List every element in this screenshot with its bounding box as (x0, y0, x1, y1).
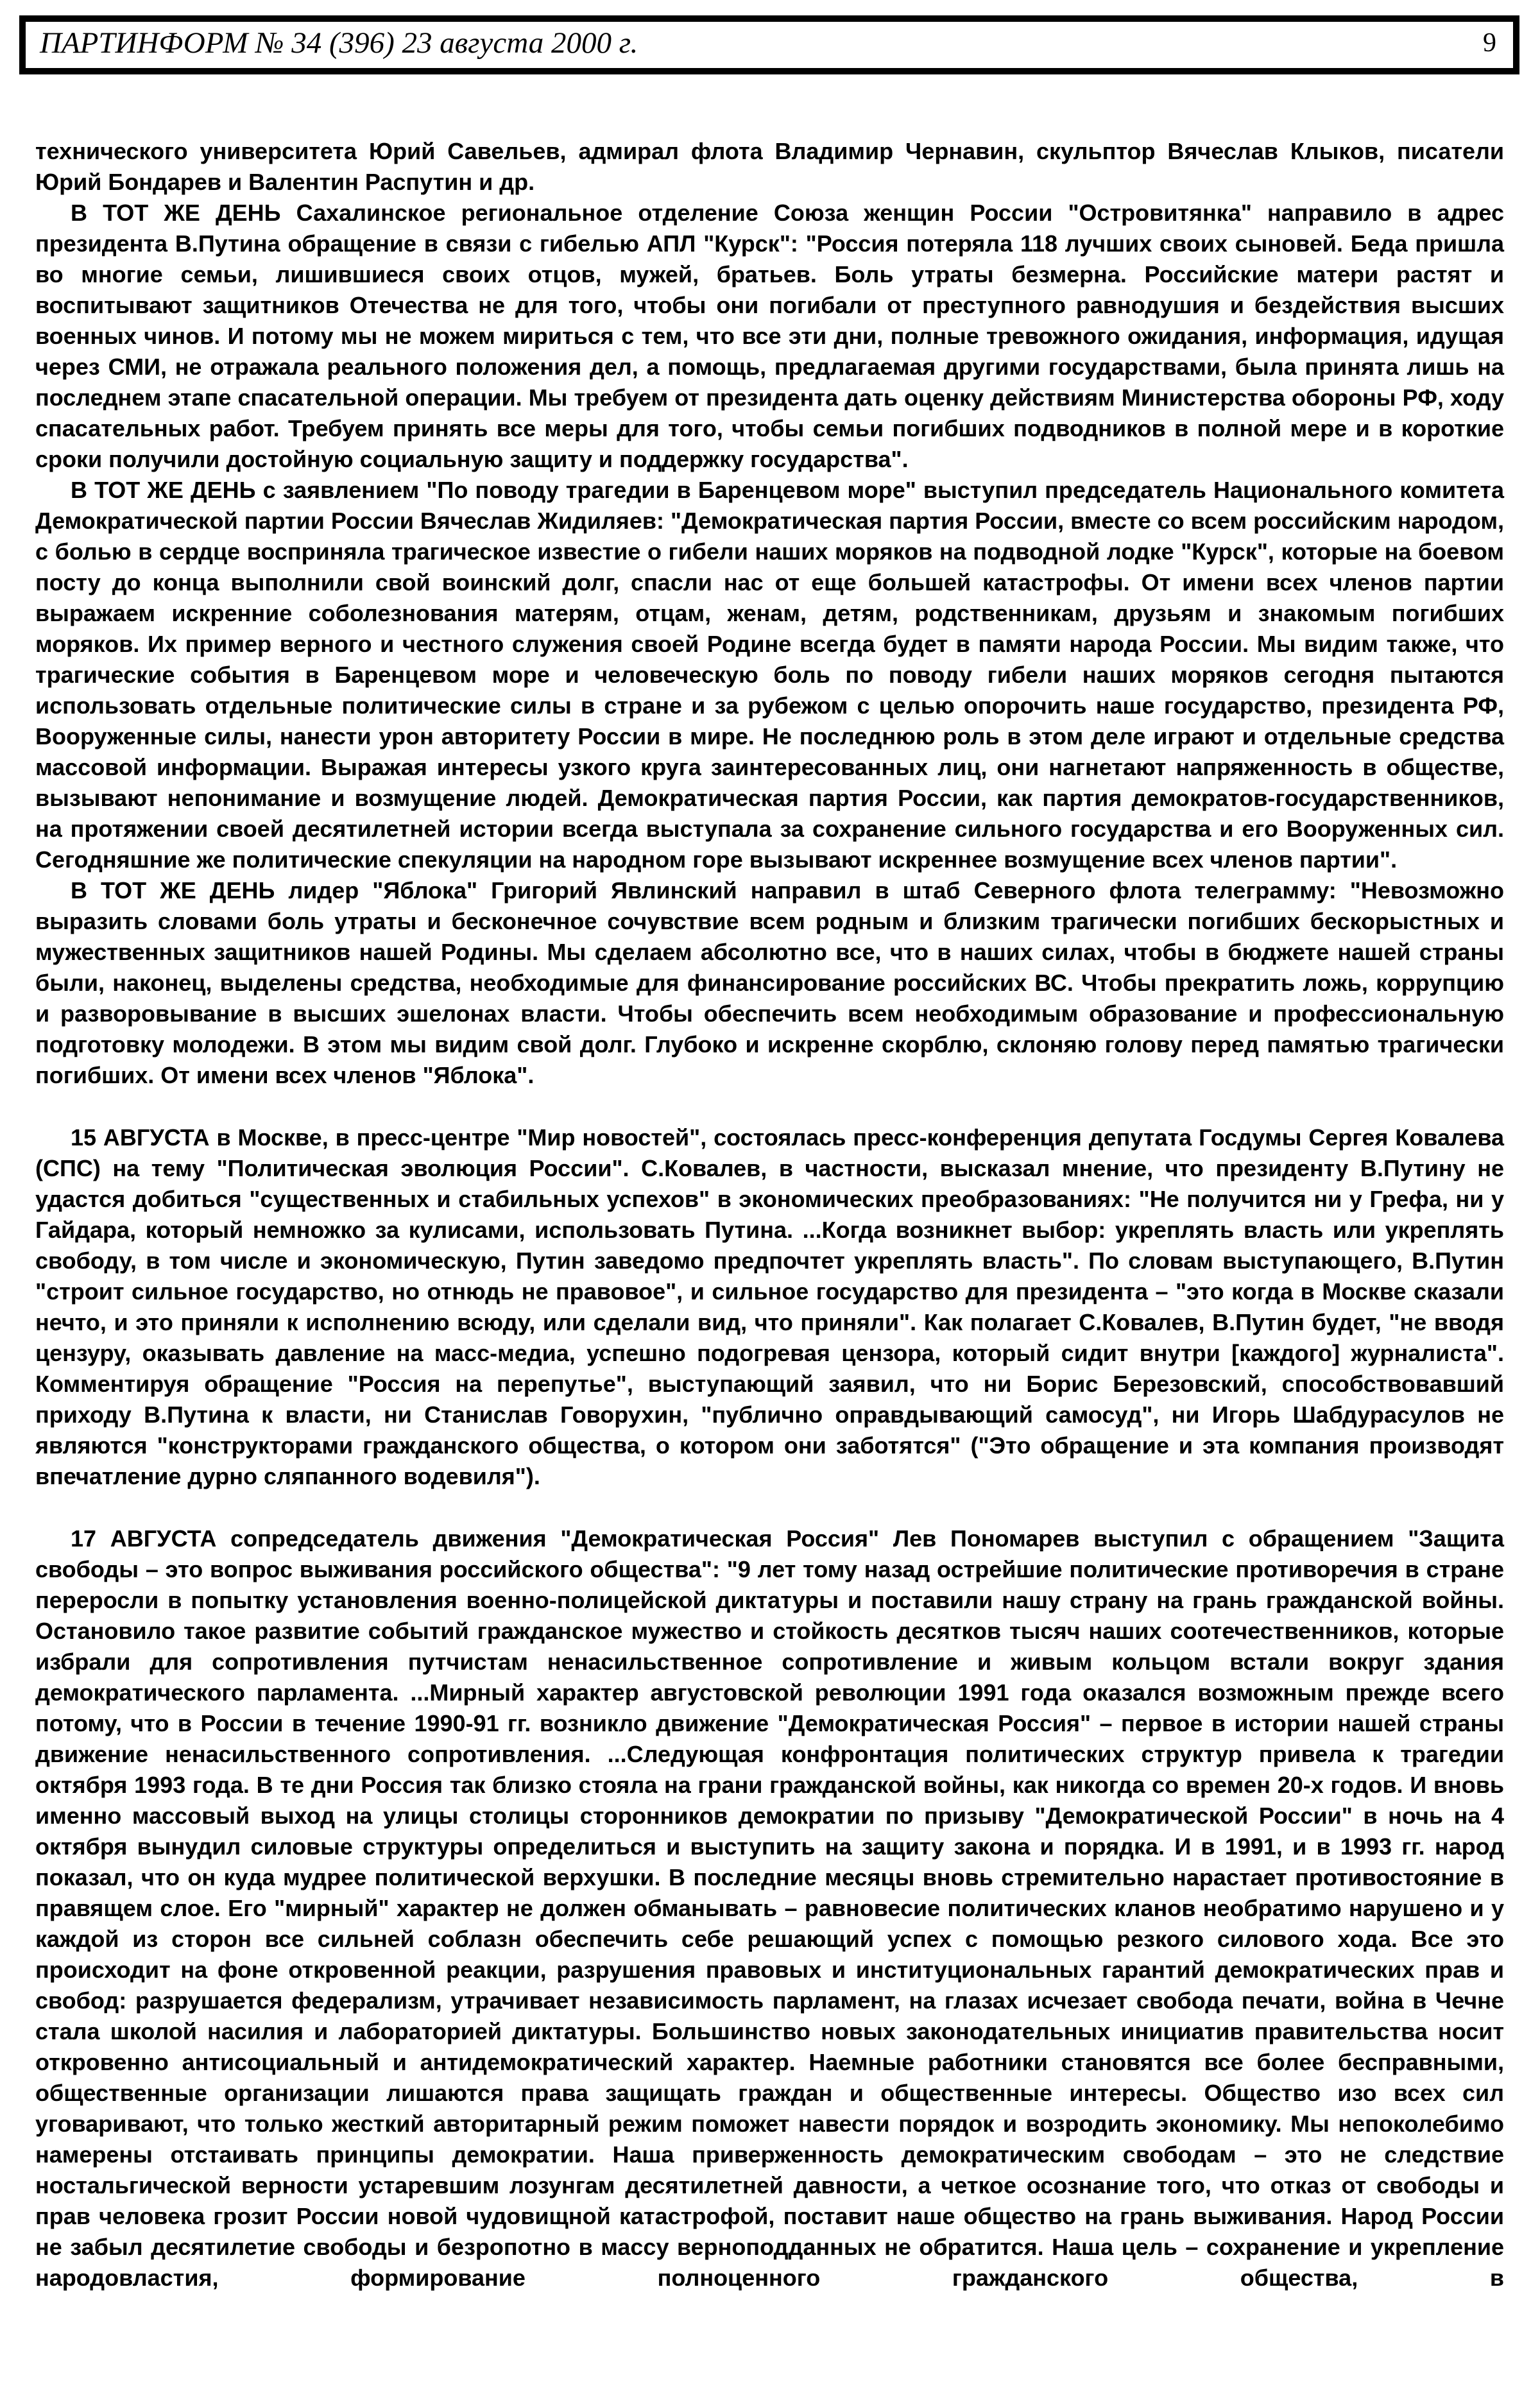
page-header (19, 15, 1519, 74)
paragraph-lead: 17 АВГУСТА (71, 1525, 217, 1552)
paragraph-text: с заявлением "По поводу трагедии в Баренцевом море" выступил председатель Национального комитета Демократической партии России Вячеслав Жидиляев: "Демократическая партия России, вместе со всем российским народом, с болью в сердце восприняла трагическое известие о гибели наших моряков на подводной лодке "Курск", которые на боевом посту до конца выполнили свой воинский долг, спасли нас от еще большей катастрофы. От имени всех членов партии выражаем искренние соболезнования матерям, отцам, женам, детям, родственникам, друзьям и знакомым погибших моряков. Их пример верного и честного служения своей Родине всегда будет в памяти народа России. Мы видим также, что трагические события в Баренцевом море и человеческую боль по поводу гибели наших моряков сегодня пытаются использовать отдельные политические силы в стране и за рубежом с целью опорочить наше государство, президента РФ, Вооруженные силы, нанести урон авторитету России в мире. Не последнюю роль в этом деле играют и отдельные средства массовой информации. Выражая интересы узкого круга заинтересованных лиц, они нагнетают напряженность в обществе, вызывают непонимание и возмущение людей. Демократическая партия России, как партия демократов-государственников, на протяжении своей десятилетней истории всегда выступала за сохранение сильного государства и его Вооруженных сил. Сегодняшние же политические спекуляции на народном горе вызывают искреннее возмущение всех членов партии". (35, 477, 1505, 873)
paragraph-lead: В ТОТ ЖЕ ДЕНЬ (71, 200, 281, 226)
paragraph-text: лидер "Яблока" Григорий Явлинский направил в штаб Северного флота телеграмму: "Невозможно выразить словами боль утраты и бесконечное сочувствие всем родным и близким трагически погибших бескорыстных и мужественных защитников нашей Родины. Мы сделаем абсолютно все, что в наших силах, чтобы в бюджете нашей страны были, наконец, выделены средства, необходимые для финансирование российских ВС. Чтобы прекратить ложь, коррупцию и разворовывание в высших эшелонах власти. Чтобы обеспечить всем необходимым образование и профессиональную подготовку молодежи. В этом мы видим свой долг. Глубоко и искренне скорблю, склоняю голову перед памятью трагически погибших. От имени всех членов "Яблока". (35, 877, 1504, 1088)
paragraph-lead: В ТОТ ЖЕ ДЕНЬ (71, 877, 275, 904)
page-number: 9 (1483, 28, 1496, 58)
paragraph (35, 198, 1504, 475)
paragraph (35, 136, 1504, 198)
paragraph-lead: 15 АВГУСТА (71, 1124, 210, 1151)
newsletter-title: ПАРТИНФОРМ № 34 (396) 23 августа 2000 г. (40, 26, 638, 60)
paragraph-text: сопредседатель движения "Демократическая Россия" Лев Пономарев выступил с обращением "Защита свободы – это вопрос выживания российского общества": "9 лет тому назад острейшие политические противоречия в стране переросли в попытку установления военно-полицейской диктатуры и поставили нашу страну на грань гражданской войны. Остановило такое развитие событий гражданское мужество и стойкость десятков тысяч наших соотечественников, которые избрали для сопротивления путчистам ненасильственное сопротивление и живым кольцом встали вокруг здания демократического парламента. ...Мирный характер августовской революции 1991 года оказался возможным прежде всего потому, что в России в течение 1990-91 гг. возникло движение "Демократическая Россия" – первое в истории нашей страны движение ненасильственного сопротивления. ...Следующая конфронтация политических структур привела к трагедии октября 1993 года. В те дни Россия так близко стояла на грани гражданской войны, как никогда со времен 20-х годов. И вновь именно массовый выход на улицы столицы сторонников демократии по призыву "Демократической России" в ночь на 4 октября вынудил силовые структуры определиться и выступить на защиту закона и порядка. И в 1991, и в 1993 гг. народ показал, что он куда мудрее политической верхушки. В последние месяцы вновь стремительно нарастает противостояние в правящем слое. Его "мирный" характер не должен обманывать – равновесие политических кланов необратимо нарушено и у каждой из сторон все сильней соблазн обеспечить себе решающий успех с помощью резкого силового хода. Все это происходит на фоне откровенной реакции, разрушения правовых и институциональных гарантий демократических прав и свобод: разрушается федерализм, утрачивает независимость парламент, на глазах исчезает свобода печати, война в Чечне стала школой насилия и лабораторией диктатуры. Большинство новых законодательных инициатив правительства носит откровенно антисоциальный и антидемократический характер. Наемные работники становятся все более бесправными, общественные организации лишаются права защищать граждан и общественные интересы. Общество изо всех сил уговаривают, что только жесткий авторитарный режим поможет навести порядок и возродить экономику. Мы непоколебимо намерены отстаивать принципы демократии. Наша приверженность демократическим свободам – это не следствие ностальгической верности устаревшим лозунгам десятилетней давности, а четкое осознание того, что отказ от свободы и прав человека грозит России новой чудовищной катастрофой, поставит наше общество на грань выживания. Народ России не забыл десятилетие свободы и безропотно в массу верноподданных не обратится. Наша цель – сохранение и укрепление народовластия, формирование полноценного гражданского общества, в (35, 1525, 1504, 2291)
paragraph (35, 1122, 1504, 1492)
paragraph (35, 1523, 1504, 2293)
paragraph-lead: В ТОТ ЖЕ ДЕНЬ (71, 477, 256, 503)
paragraph-text: Сахалинское региональное отделение Союза женщин России "Островитянка" направило в адрес президента В.Путина обращение в связи с гибелью АПЛ "Курск": "Россия потеряла 118 лучших своих сыновей. Беда пришла во многие семьи, лишившиеся своих отцов, мужей, братьев. Боль утраты безмерна. Российские матери растят и воспитывают защитников Отечества не для того, чтобы они погибали от преступного равнодушия и бездействия высших военных чинов. И потому мы не можем мириться с тем, что все эти дни, полные тревожного ожидания, информация, идущая через СМИ, не отражала реального положения дел, а помощь, предлагаемая другими государствами, была принята лишь на последнем этапе спасательной операции. Мы требуем от президента дать оценку действиям Министерства обороны РФ, ходу спасательных работ. Требуем принять все меры для того, чтобы семьи погибших подводников в полной мере и в короткие сроки получили достойную социальную защиту и поддержку государства". (35, 200, 1504, 472)
article-body (35, 136, 1504, 2293)
paragraph (35, 875, 1504, 1091)
paragraph-text: технического университета Юрий Савельев, адмирал флота Владимир Чернавин, скульптор Вячеслав Клыков, писатели Юрий Бондарев и Валентин Распутин и др. (35, 138, 1504, 195)
paragraph-text: в Москве, в пресс-центре "Мир новостей", состоялась пресс-конференция депутата Госдумы Сергея Ковалева (СПС) на тему "Политическая эволюция России". С.Ковалев, в частности, высказал мнение, что президенту В.Путину не удастся добиться "существенных и стабильных успехов" в экономических преобразованиях: "Не получится ни у Грефа, ни у Гайдара, который немножко за кулисами, использовать Путина. ...Когда возникнет выбор: укреплять власть или укреплять свободу, в том числе и экономическую, Путин заведомо предпочтет укреплять власть". По словам выступающего, В.Путин "строит сильное государство, но отнюдь не правовое", и сильное государство для президента – "это когда в Москве сказали нечто, и это приняли к исполнению всюду, или сделали вид, что приняли". Как полагает С.Ковалев, В.Путин будет, "не вводя цензуру, оказывать давление на масс-медиа, успешно подогревая цензора, который сидит внутри [каждого] журналиста". Комментируя обращение "Россия на перепутье", выступающий заявил, что ни Борис Березовский, способствовавший приходу В.Путина к власти, ни Станислав Говорухин, "публично оправдывающий самосуд", ни Игорь Шабдурасулов не являются "конструкторами гражданского общества, о котором они заботятся" ("Это обращение и эта компания производят впечатление дурно сляпанного водевиля"). (35, 1124, 1504, 1489)
paragraph (35, 475, 1504, 875)
